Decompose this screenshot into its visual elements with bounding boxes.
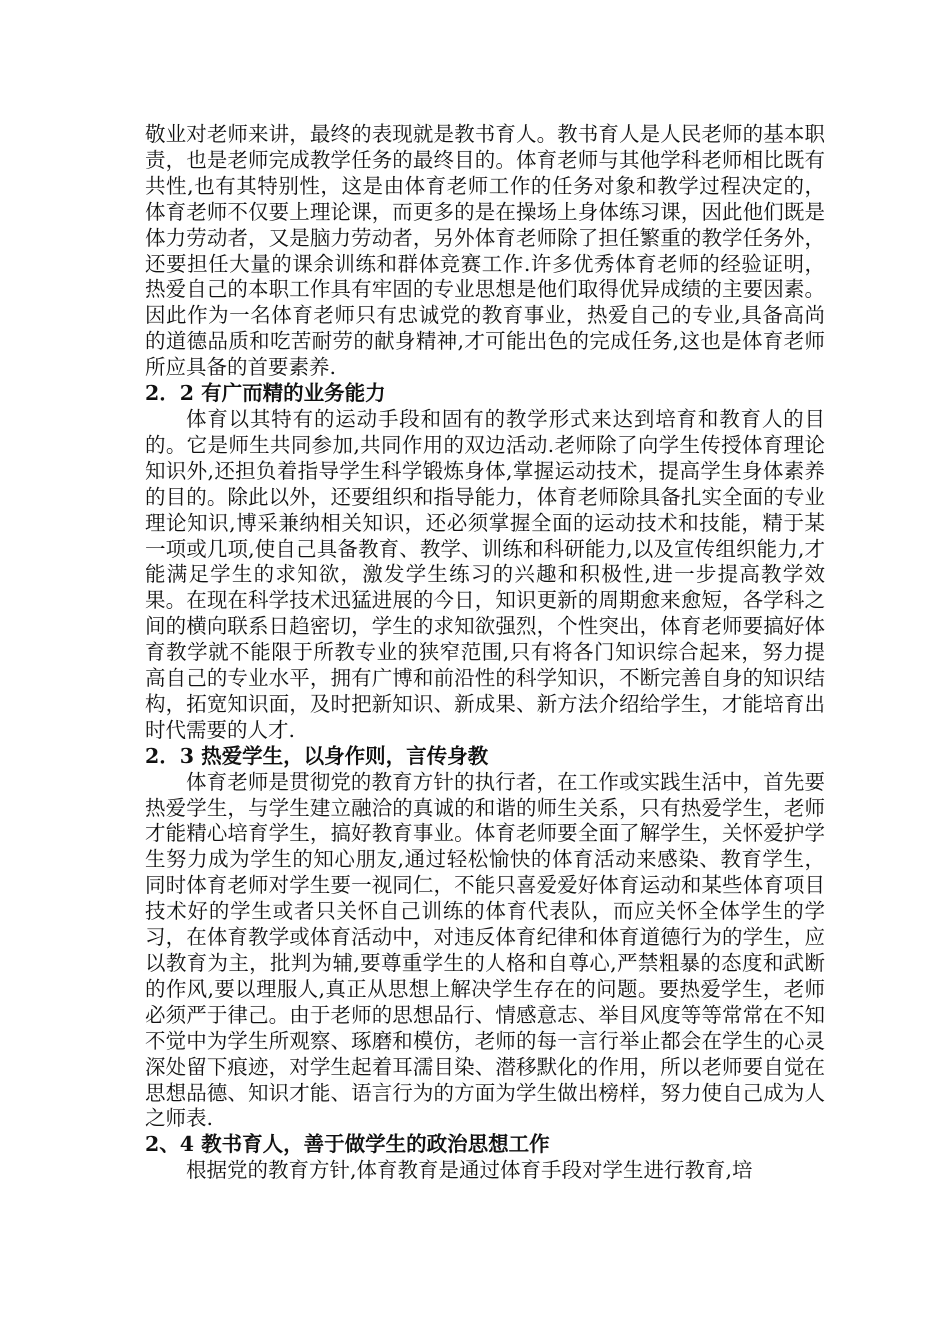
section-body-2-3: 体育老师是贯彻党的教育方针的执行者，在工作或实践生活中，首先要热爱学生，与学生建立融洽的真诚的和谐的师生关系，只有热爱学生，老师才能精心培育学生，搞好教育事业。体育老师要全面了解学生，关怀爱护学生努力成为学生的知心朋友,通过轻松愉快的体育活动来感染、教育学生，同时体育老师对学生要一视同仁，不能只喜爱爱好体育运动和某些体育项目技术好的学生或者只关怀自己训练的体育代表队，而应关怀全体学生的学习，在体育教学或体育活动中，对违反体育纪律和体育道德行为的学生，应以教育为主，批判为辅,要尊重学生的人格和自尊心,严禁粗暴的态度和武断的作风,要以理服人,真正从思想上解决学生存在的问题。要热爱学生，老师必须严于律己。由于老师的思想品行、情感意志、举目风度等等常常在不知不觉中为学生所观察、琢磨和模仿，老师的每一言行举止都会在学生的心灵深处留下痕迹，对学生起着耳濡目染、潜移默化的作用，所以老师要自觉在思想品德、知识才能、语言行为的方面为学生做出榜样，努力使自己成为人之师表. (145, 769, 825, 1131)
intro-paragraph: 敬业对老师来讲，最终的表现就是教书育人。教书育人是人民老师的基本职责，也是老师完成教学任务的最终目的。体育老师与其他学科老师相比既有共性,也有其特别性，这是由体育老师工作的任务对象和教学过程决定的，体育老师不仅要上理论课，而更多的是在操场上身体练习课，因此他们既是体力劳动者，又是脑力劳动者，另外体育老师除了担任繁重的教学任务外，还要担任大量的课余训练和群体竞赛工作.许多优秀体育老师的经验证明，热爱自己的本职工作具有牢固的专业思想是他们取得优异成绩的主要因素。因此作为一名体育老师只有忠诚党的教育事业，热爱自己的专业,具备高尚的道德品质和吃苦耐劳的献身精神,才可能出色的完成任务,这也是体育老师所应具备的首要素养. (145, 122, 825, 380)
section-body-2-4: 根据党的教育方针,体育教育是通过体育手段对学生进行教育,培 (186, 1158, 753, 1183)
section-heading-2-2: 2．2 有广而精的业务能力 (145, 381, 386, 406)
section-heading-2-3: 2．3 热爱学生，以身作则，言传身教 (145, 743, 489, 768)
section-body-2-2: 体育以其特有的运动手段和固有的教学形式来达到培育和教育人的目的。它是师生共同参加,共同作用的双边活动.老师除了向学生传授体育理论知识外,还担负着指导学生科学锻炼身体,掌握运动技术，提高学生身体素养的目的。除此以外，还要组织和指导能力，体育老师除具备扎实全面的专业理论知识,博采兼纳相关知识，还必须掌握全面的运动技术和技能，精于某一项或几项,使自己具备教育、教学、训练和科研能力,以及宣传组织能力,才能满足学生的求知欲，激发学生练习的兴趣和积极性,进一步提高教学效果。在现在科学技术迅猛进展的今日，知识更新的周期愈来愈短，各学科之间的横向联系日趋密切，学生的求知欲强烈，个性突出，体育老师要搞好体育教学就不能限于所教专业的狭窄范围,只有将各门知识综合起来，努力提高自己的专业水平，拥有广博和前沿性的科学知识，不断完善自身的知识结构，拓宽知识面，及时把新知识、新成果、新方法介绍给学生，才能培育出时代需要的人才. (145, 406, 825, 742)
section-heading-2-4: 2、4 教书育人，善于做学生的政治思想工作 (145, 1132, 550, 1157)
document-body (145, 122, 825, 1184)
